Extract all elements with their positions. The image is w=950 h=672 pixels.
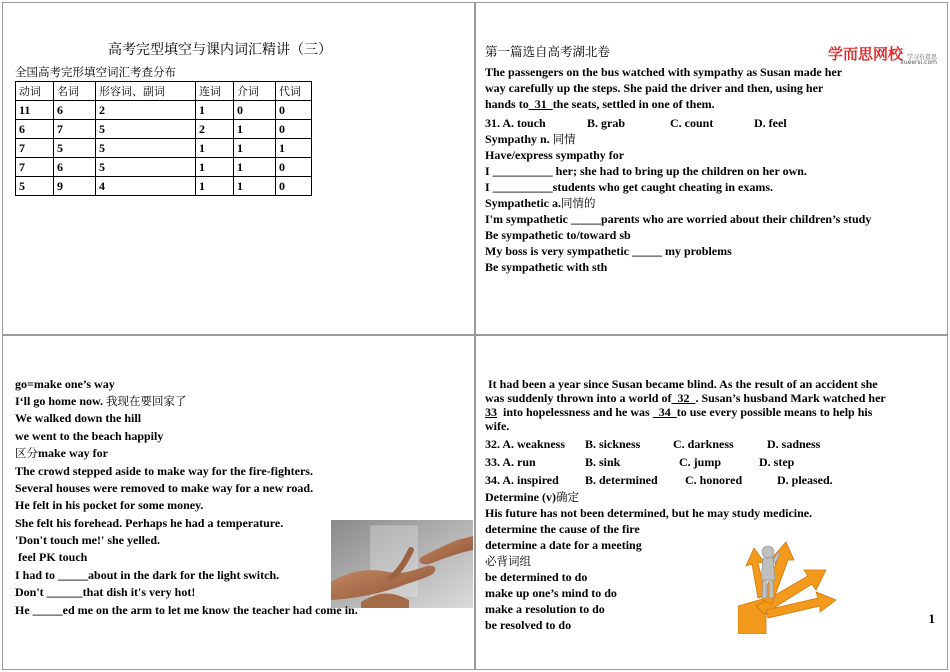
- slide-top-left: [2, 2, 475, 335]
- note-en: Sympathetic a.: [485, 196, 561, 210]
- blank-34: 34: [652, 405, 677, 419]
- table-cell: 5: [54, 139, 96, 158]
- text-zh: 我现在要回家了: [106, 394, 187, 408]
- text-line: [15, 446, 108, 460]
- text-en: I‘ll go home now.: [15, 394, 107, 408]
- table-cell: 5: [96, 120, 196, 139]
- section-heading: 第一篇选自高考湖北卷: [485, 44, 611, 59]
- phrase-line: be determined to do: [485, 570, 588, 584]
- table-cell: 1: [276, 139, 312, 158]
- passage-line: The passengers on the bus watched with sympathy as Susan made her: [485, 65, 843, 79]
- option-c: C. count: [670, 116, 714, 130]
- note-line: I __________ her; she had to bring up the children on her own.: [485, 164, 807, 178]
- table-cell: 4: [96, 177, 196, 196]
- question-33: [485, 455, 794, 469]
- page-title: 高考完型填空与课内词汇精讲（三）: [108, 42, 332, 58]
- vocab-zh: 确定: [555, 490, 579, 504]
- text-line: He _____ed me on the arm to let me know the teacher had come in.: [15, 603, 358, 617]
- option-c: C. jump: [679, 455, 722, 469]
- passage-line: [485, 391, 886, 405]
- table-cell: 7: [16, 139, 54, 158]
- page-number: 1: [928, 611, 935, 626]
- example-line: determine the cause of the fire: [485, 522, 640, 536]
- text-line: [15, 394, 187, 408]
- phrase-line: make up one’s mind to do: [485, 586, 617, 600]
- phrase-heading: 必背词组: [485, 554, 531, 568]
- table-cell: 0: [276, 101, 312, 120]
- passage-line: way carefully up the steps. She paid the driver and then, using her: [485, 81, 824, 95]
- table-cell: 2: [96, 101, 196, 120]
- passage-line: It had been a year since Susan became blind. As the result of an accident she: [485, 377, 878, 391]
- option-c: C. darkness: [673, 437, 734, 451]
- table-cell: 9: [54, 177, 96, 196]
- passage-text: to use every possible means to help his: [676, 405, 873, 419]
- note-line: [485, 132, 576, 146]
- table-cell: 1: [234, 120, 276, 139]
- table-cell: 6: [54, 158, 96, 177]
- text-zh: 区分: [15, 446, 38, 460]
- table-cell: 7: [16, 158, 54, 177]
- question-31: [485, 116, 787, 130]
- phrase-line: make a resolution to do: [485, 602, 605, 616]
- option-b: B. sink: [585, 455, 621, 469]
- table-row: [16, 177, 312, 196]
- option-b: B. determined: [585, 473, 658, 487]
- slide-bottom-left: [2, 335, 475, 670]
- question-34: [485, 473, 833, 487]
- table-cell: 1: [196, 139, 234, 158]
- phrase-line: be resolved to do: [485, 618, 572, 632]
- vocab-en: Determine (v): [485, 490, 556, 504]
- table-row: [16, 120, 312, 139]
- blank-32: 32: [671, 391, 696, 405]
- header-cell: 介词: [234, 82, 276, 101]
- option-b: B. grab: [587, 116, 626, 130]
- header-cell: 名词: [54, 82, 96, 101]
- example-line: determine a date for a meeting: [485, 538, 642, 552]
- note-line: I'm sympathetic _____parents who are worried about their children’s study: [485, 212, 872, 226]
- passage-text: was suddenly thrown into a world of: [485, 391, 672, 405]
- blank-31: 31: [528, 97, 553, 111]
- note-line: [485, 196, 596, 210]
- passage-line: [485, 405, 872, 419]
- passage-text: the seats, settled in one of them.: [552, 97, 715, 111]
- option-b: B. sickness: [585, 437, 641, 451]
- option-d: D. feel: [754, 116, 787, 130]
- table-row: [16, 158, 312, 177]
- option-d: D. pleased.: [777, 473, 833, 487]
- option-c: C. honored: [685, 473, 743, 487]
- table-row: [16, 139, 312, 158]
- note-line: My boss is very sympathetic _____ my problems: [485, 244, 732, 258]
- table-cell: 0: [234, 101, 276, 120]
- table-cell: 0: [276, 177, 312, 196]
- text-line: The crowd stepped aside to make way for the fire-fighters.: [15, 464, 313, 478]
- text-line: She felt his forehead. Perhaps he had a temperature.: [15, 516, 284, 530]
- note-line: Be sympathetic with sth: [485, 260, 608, 274]
- text-line: 'Don't touch me!' she yelled.: [15, 533, 160, 547]
- text-line: go=make one’s way: [15, 377, 115, 391]
- header-cell: 形容词、副词: [96, 82, 196, 101]
- table-cell: 5: [96, 139, 196, 158]
- slide-bottom-right: [475, 335, 948, 670]
- table-cell: 6: [16, 120, 54, 139]
- hands-touching-image: [331, 520, 473, 608]
- header-cell: 动词: [16, 82, 54, 101]
- text-line: feel PK touch: [15, 550, 88, 564]
- table-cell: 11: [16, 101, 54, 120]
- passage-text: into hopelessness and he was: [497, 405, 653, 419]
- table-cell: 1: [196, 158, 234, 177]
- question-32: [485, 437, 820, 451]
- table-cell: 7: [54, 120, 96, 139]
- table-cell: 1: [234, 158, 276, 177]
- header-cell: 代词: [276, 82, 312, 101]
- table-cell: 1: [234, 139, 276, 158]
- vocab-distribution-table: [15, 81, 312, 196]
- text-line: I had to _____about in the dark for the light switch.: [15, 568, 280, 582]
- blank-33: 33: [485, 405, 497, 419]
- note-line: Have/express sympathy for: [485, 148, 625, 162]
- table-cell: 5: [16, 177, 54, 196]
- table-cell: 0: [276, 158, 312, 177]
- text-line: Don't ______that dish it's very hot!: [15, 585, 196, 599]
- note-en: Sympathy n.: [485, 132, 553, 146]
- table-cell: 5: [96, 158, 196, 177]
- logo-name: 学而思网校: [827, 45, 903, 63]
- table-cell: 0: [276, 120, 312, 139]
- passage-line: wife.: [485, 419, 510, 433]
- table-cell: 1: [196, 177, 234, 196]
- text-en: make way for: [38, 446, 108, 460]
- text-line: We walked down the hill: [15, 411, 142, 425]
- passage-text: . Susan’s husband Mark watched her: [695, 391, 886, 405]
- table-cell: 2: [196, 120, 234, 139]
- option-a: 32. A. weakness: [485, 437, 566, 451]
- example-line: His future has not been determined, but he may study medicine.: [485, 506, 813, 520]
- note-line: I __________students who get caught cheating in exams.: [485, 180, 774, 194]
- option-a: 33. A. run: [485, 455, 536, 469]
- option-a: 31. A. touch: [485, 116, 546, 130]
- table-row: [16, 101, 312, 120]
- note-zh: 同情: [552, 132, 576, 146]
- crossroads-figure-image: [738, 536, 838, 634]
- text-line: Several houses were removed to make way for a new road.: [15, 481, 314, 495]
- logo-url: xueersi.com: [900, 59, 937, 66]
- option-d: D. step: [759, 455, 795, 469]
- option-d: D. sadness: [767, 437, 821, 451]
- table-cell: 6: [54, 101, 96, 120]
- table-cell: 1: [196, 101, 234, 120]
- header-cell: 连词: [196, 82, 234, 101]
- table-caption: 全国高考完形填空词汇考查分布: [15, 65, 176, 79]
- note-zh: 同情的: [561, 196, 596, 210]
- passage-text: hands to: [485, 97, 529, 111]
- text-line: He felt in his pocket for some money.: [15, 498, 204, 512]
- vocab-heading: [485, 490, 579, 504]
- text-line: we went to the beach happily: [15, 429, 164, 443]
- logo-tagline: 学习有意思: [906, 54, 937, 61]
- table-cell: 1: [234, 177, 276, 196]
- passage-line: [485, 97, 715, 111]
- option-a: 34. A. inspired: [485, 473, 559, 487]
- brand-logo: [828, 43, 937, 64]
- table-header-row: [16, 82, 312, 101]
- slide-top-right: [475, 2, 948, 335]
- note-line: Be sympathetic to/toward sb: [485, 228, 631, 242]
